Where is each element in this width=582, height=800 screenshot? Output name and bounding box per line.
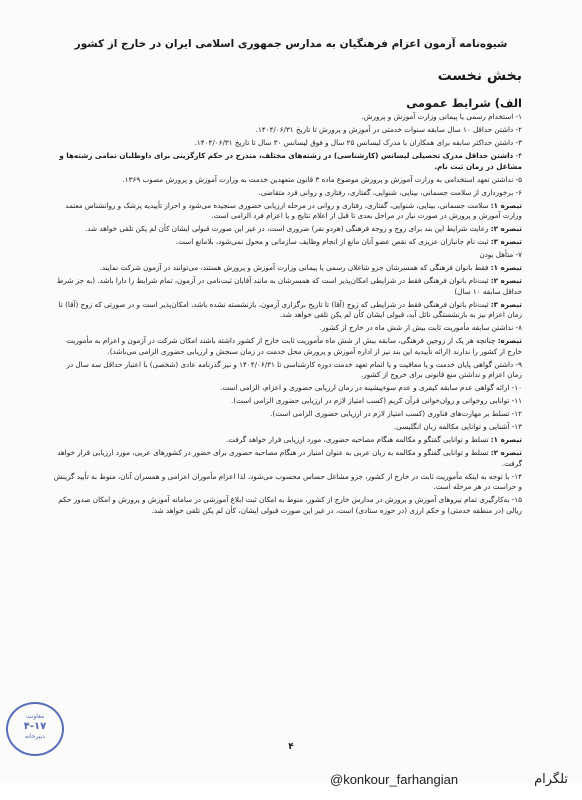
note: تبصره: چنانچه هر یک از زوجین فرهنگی، سابقه بیش از شش ماه مأموریت ثابت خارج از کشور داشته باشند امکان شرکت در آزمون و اعزام به مأموریت خارج از کشور را ندارند (ارائه تأییدیه این بند نیز از اداره آموزش و پرورش محل خدمت در زمان سنجش و ارزیابی حضوری الزامی می‌باشد). <box>66 336 522 356</box>
list-item: ۶- برخورداری از سلامت جسمانی، بینایی، شنوایی، گفتاری، رفتاری و روانی فرد متقاضی. <box>258 187 522 197</box>
official-stamp: معاونت ۴-۱۷ دبیرخانه <box>6 702 64 756</box>
note: تبصره ۲: تسلط و توانایی گفتگو و مکالمه به زبان عربی به عنوان امتیاز در هنگام مصاحبه حضوری برای حضور در کشورهای عربی، مورد ارزیابی قرار خواهد گرفت. <box>57 448 522 468</box>
note: تبصره ۳: ثبت‌نام بانوان فرهنگی فقط در شرایطی که زوج (آقا) تا تاریخ برگزاری آزمون، بازنشسته نشده باشد، امکان‌پذیر است و در صورتی که زوج (آقا) تا زمان اعزام نیز به بازنشستگی نائل آید، قبولی ایشان کأن لم یکن تلقی خواهد شد. <box>58 299 522 320</box>
list-item: ۱۵- به‌کارگیری تمام نیروهای آموزش و پرورش در مدارس خارج از کشور، منوط به امکان ثبت ابلاغ آموزشی در سامانه آموزش و پرورش و امکان صدور حکم ریالی (در منطقه خدمتی) و حکم ارزی (در حوزه ستادی) است، در غیر این صورت قبولی ایشان، کأن لم یکن تلقی خواهد شد. <box>58 495 522 515</box>
list-item: ۱۳- آشنایی و توانایی مکالمه زبان انگلیسی. <box>393 422 522 432</box>
note: تبصره ۲: ثبت‌نام بانوان فرهنگی فقط در شرایطی امکان‌پذیر است که همسرشان به مانند آقایان ثبت‌نامی در آزمون، تمام شرایط را دارا باشد. (به جز شرط حداقل سابقه ۱۰ سال) <box>56 276 522 296</box>
list-item: ۴- داشتن حداقل مدرک تحصیلی لیسانس (کارشناسی) در رشته‌های مختلف، مندرج در حکم کارگزینی برای داوطلبان تمامی رشته‌ها و مشاغل در زمان ثبت نام. <box>59 150 522 171</box>
list-item: ۳- داشتن حداکثر سابقه برای همکاران با مدرک لیسانس ۲۵ سال و فوق لیسانس ۳۰ سال تا تاریخ ۱۴۰۴/۰۶/۳۱. <box>194 137 522 147</box>
list-item: ۲- داشتن حداقل ۱۰ سال سابقه سنوات خدمتی در آموزش و پرورش تا تاریخ ۱۴۰۴/۰۶/۳۱. <box>255 124 522 134</box>
list-item: ۱۱- توانایی روخوانی و روان‌خوانی قرآن کریم (کسب امتیاز لازم در ارزیابی حضوری الزامی است). <box>231 396 522 406</box>
note: تبصره ۱: سلامت جسمانی، بینایی، شنوایی، گفتاری، رفتاری و روانی در مرحله ارزیابی حضوری سنجیده می‌شود و احراز تأییدیه پزشک و روانشناس معتمد وزارت آموزش و پرورش در صورت نیاز در مراحل بعدی تا قبل از اعلام نتایج و یا اعزام فرد الزامی است. <box>65 200 522 221</box>
subsection-title: الف) شرایط عمومی <box>406 96 522 110</box>
section-title: بخش نخست <box>437 68 522 84</box>
note: تبصره ۲: رعایت شرایط این بند برای زوج و زوجه فرهنگی (هردو نفر) ضروری است، در غیر این صورت قبولی ایشان کأن لم یکن تلقی خواهد شد. <box>84 224 522 234</box>
note: تبصره ۱: تسلط و توانایی گفتگو و مکالمه هنگام مصاحبه حضوری، مورد ارزیابی قرار خواهد گرفت. <box>226 435 522 445</box>
list-item: ۸- نداشتن سابقه مأموریت ثابت بیش از شش ماه در خارج از کشور. <box>319 323 522 333</box>
page-number: ۴ <box>288 742 294 752</box>
footer-bar <box>0 782 582 800</box>
note: تبصره ۳: ثبت نام جانبازان عزیزی که نقص عضو آنان مانع از انجام وظایف سازمانی و محول نمی‌شود، بلامانع است. <box>175 237 522 247</box>
document-body <box>52 112 522 519</box>
document-header-title: شیوه‌نامه آزمون اعزام فرهنگیان به مدارس جمهوری اسلامی ایران در خارج از کشور <box>74 38 508 50</box>
list-item: ۱۴- با توجه به اینکه مأموریت ثابت در خارج از کشور، جزو مشاغل حساس محسوب می‌شود، لذا اعزام مأموران اعزامی و همسران آنان، منوط به تأیید گزینش و حراست در هر مرحله است. <box>53 471 522 492</box>
list-item: ۷- متأهل بودن <box>479 250 522 260</box>
list-item: ۵- نداشتن تعهد استخدامی به وزارت آموزش و پرورش موضوع ماده ۳ قانون متعهدین خدمت به وزارت آموزش و پرورش مصوب ۱۳۶۹. <box>122 174 522 184</box>
telegram-handle: @konkour_farhangian <box>330 772 459 787</box>
list-item: ۱- استخدام رسمی یا پیمانی وزارت آموزش و پرورش. <box>361 112 522 121</box>
list-item: ۱۰- ارائه گواهی عدم سابقه کیفری و عدم سوءپیشینه در زمان ارزیابی حضوری و اعزام، الزامی است. <box>220 383 522 393</box>
telegram-label: تلگرام <box>534 772 568 787</box>
list-item: ۱۲- تسلط بر مهارت‌های فناوری (کسب امتیاز لازم در ارزیابی حضوری الزامی است). <box>270 409 522 419</box>
list-item: ۹- داشتن گواهی پایان خدمت و یا معافیت و یا اتمام تعهد خدمت دوره کارشناسی تا ۱۴۰۴/۰۶/۳۱ و نیز گذرنامه عادی (شخصی) با اعتبار حداقل سه سال در زمان اعزام و نداشتن منع قانونی برای خروج از کشور. <box>66 359 522 380</box>
note: تبصره ۱: فقط بانوان فرهنگی که همسرشان جزو شاغلان رسمی یا پیمانی وزارت آموزش و پرورش هستند، می‌توانند در آزمون شرکت نمایند. <box>99 263 522 273</box>
